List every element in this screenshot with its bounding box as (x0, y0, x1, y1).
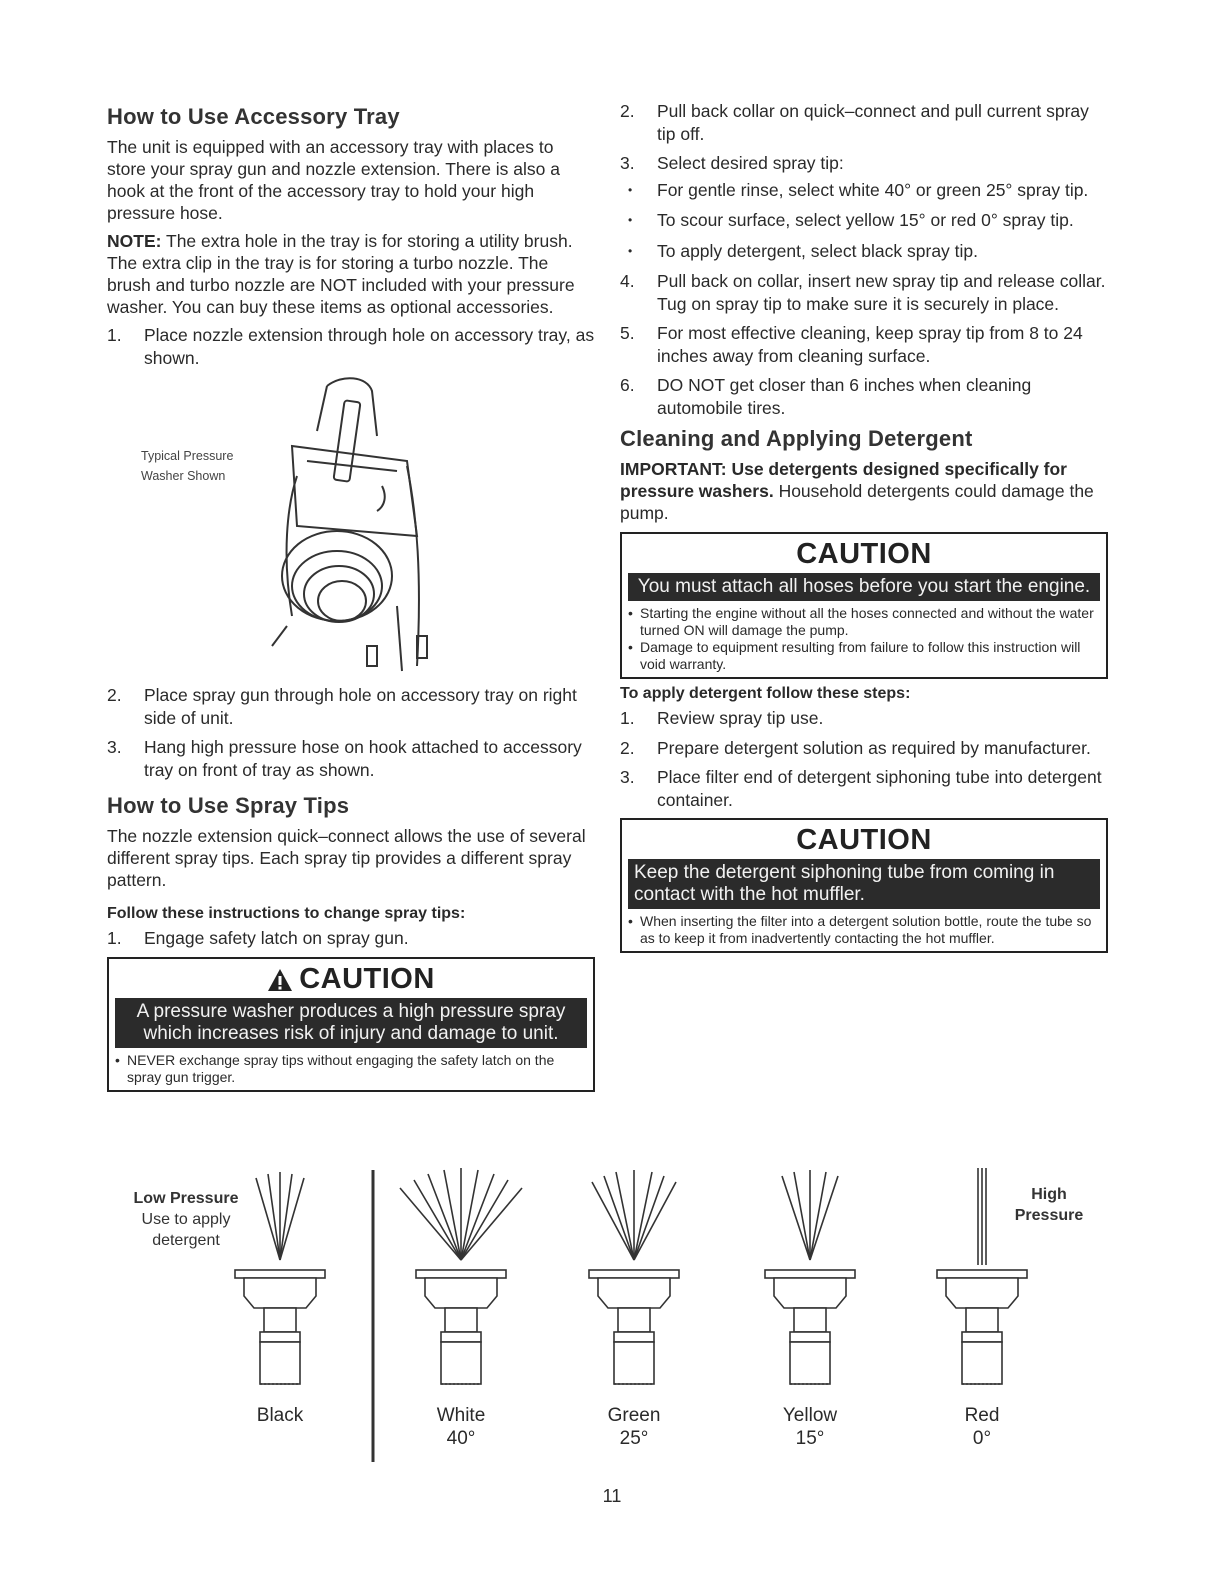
step-text: DO NOT get closer than 6 inches when cleaning automobile tires. (657, 375, 1032, 418)
accessory-tray-heading: How to Use Accessory Tray (107, 104, 400, 129)
caution-header: CAUTION (796, 824, 932, 856)
figure-caption (141, 446, 233, 486)
tip-option-rinse: • For gentle rinse, select white 40° or green 25° spray tip. (620, 179, 1108, 202)
spray-step-5 (620, 322, 1108, 367)
tray-step-2 (107, 684, 595, 729)
spray-step-4 (620, 270, 1108, 315)
apply-step-2 (620, 737, 1108, 760)
spray-tips-intro: The nozzle extension quick–connect allows the use of several different spray tips. Each spray tip provides a different spray pattern. (107, 826, 586, 890)
caution-bar: Keep the detergent siphoning tube from coming in contact with the hot muffler. (628, 859, 1100, 909)
caution-bar: A pressure washer produces a high pressure spray which increases risk of injury and damage to unit. (115, 998, 587, 1048)
page-number: 11 (602, 1486, 622, 1506)
apply-step-1 (620, 707, 1108, 730)
tip-label-yellow (750, 1404, 870, 1450)
caution-header: CAUTION (796, 538, 932, 570)
caution-header (109, 959, 593, 998)
right-column (620, 100, 1108, 963)
caution-bullets (109, 1052, 593, 1086)
note-paragraph (107, 230, 595, 318)
step-text: Place filter end of detergent siphoning tube into detergent container. (657, 767, 1102, 810)
step-number: 5. (620, 323, 635, 343)
caution-box-muffler (620, 818, 1108, 953)
green-tip-spray-pattern (592, 1170, 676, 1260)
caution-title: CAUTION (299, 962, 435, 995)
step-number: 1. (620, 708, 635, 728)
step-text: Place spray gun through hole on accessory tray on right side of unit. (144, 685, 577, 728)
red-tip-spray-pattern (978, 1168, 986, 1265)
apply-detergent-steps (620, 707, 1108, 811)
tip-option-scour: • To scour surface, select yellow 15° or red 0° spray tip. (620, 209, 1108, 232)
low-pressure-line-3: detergent (152, 1232, 220, 1249)
spray-step-6 (620, 374, 1108, 419)
low-pressure-title: Low Pressure (133, 1190, 239, 1207)
white-tip-spray-pattern (400, 1168, 522, 1260)
caution-box-hoses (620, 532, 1108, 679)
step-number: 3. (620, 153, 635, 173)
spray-step-2 (620, 100, 1108, 145)
step-text: Place nozzle extension through hole on accessory tray, as shown. (144, 325, 595, 368)
detergent-heading: Cleaning and Applying Detergent (620, 426, 973, 451)
step-text: Hang high pressure hose on hook attached to accessory tray on front of tray as shown. (144, 737, 582, 780)
pressure-washer-illustration (267, 376, 447, 684)
important-text: Household detergents could damage the pump. (620, 481, 1094, 523)
change-tip-steps (107, 927, 595, 950)
caution-bullet: • Starting the engine without all the hoses connected and without the water turned ON will damage the pump. (628, 605, 1100, 639)
high-pressure-title: High (1031, 1186, 1067, 1203)
apply-step-3 (620, 766, 1108, 811)
figure-caption-line-1: Typical Pressure (141, 449, 234, 463)
important-bold: IMPORTANT: Use detergents designed specifically for pressure washers. (620, 459, 1067, 501)
figure-caption-line-2: Washer Shown (141, 469, 226, 483)
step-number: 6. (620, 375, 635, 395)
caution-bar: You must attach all hoses before you start the engine. (628, 573, 1100, 601)
important-paragraph (620, 458, 1108, 524)
warning-triangle-icon (267, 968, 293, 992)
tip-angle: 25° (619, 1428, 649, 1449)
tip-color-name: Green (607, 1405, 661, 1426)
note-text: The extra hole in the tray is for storing a utility brush. The extra clip in the tray is for storing a turbo nozzle. The brush and turbo nozzle are NOT included with your pressure washer. You can buy these items as optional accessories. (107, 231, 575, 317)
step-number: 2. (620, 101, 635, 121)
left-column (107, 100, 595, 1102)
spray-tips-heading: How to Use Spray Tips (107, 793, 350, 818)
step-text: Pull back collar on quick–connect and pull current spray tip off. (657, 101, 1089, 144)
caution-bullet: • When inserting the filter into a detergent solution bottle, route the tube so as to keep it from inadvertently contacting the hot muffler. (628, 913, 1100, 947)
high-pressure-label (1004, 1184, 1094, 1226)
tip-label-red (922, 1404, 1042, 1450)
step-text: Review spray tip use. (657, 708, 824, 728)
pressure-washer-figure (107, 376, 595, 684)
spray-tip-steps-continued (620, 100, 1108, 419)
apply-detergent-subheading: To apply detergent follow these steps: (620, 685, 911, 702)
tip-angle: 15° (795, 1428, 825, 1449)
change-tip-step-1 (107, 927, 595, 950)
spray-step-3 (620, 152, 1108, 262)
high-pressure-line-2: Pressure (1014, 1207, 1084, 1224)
tray-step-3 (107, 736, 595, 781)
step-number: 2. (107, 685, 122, 705)
tip-label-white (401, 1404, 521, 1450)
caution-bullets (622, 605, 1106, 673)
tip-color-name: Yellow (782, 1405, 838, 1426)
step-number: 1. (107, 325, 122, 345)
tray-steps (107, 324, 595, 369)
step-number: 2. (620, 737, 635, 758)
accessory-tray-intro: The unit is equipped with an accessory tray with places to store your spray gun and nozzle extension. There is also a hook at the front of the accessory tray to hold your high pressure hose. (107, 137, 560, 223)
tip-label-black (220, 1404, 340, 1427)
tip-angle: 0° (972, 1428, 992, 1449)
caution-bullet: • Damage to equipment resulting from failure to follow this instruction will void warranty. (628, 639, 1100, 673)
step-number: 3. (620, 767, 635, 787)
yellow-tip-spray-pattern (782, 1170, 838, 1260)
low-pressure-label (116, 1188, 256, 1251)
change-tips-subheading: Follow these instructions to change spray tips: (107, 905, 466, 922)
step-text: For most effective cleaning, keep spray tip from 8 to 24 inches away from cleaning surface. (657, 323, 1083, 366)
step-text: Prepare detergent solution as required by manufacturer. (657, 737, 1091, 758)
tip-option-detergent: • To apply detergent, select black spray tip. (620, 240, 1108, 263)
note-label: NOTE: (107, 231, 162, 251)
tip-angle: 40° (446, 1428, 476, 1449)
tray-steps-continued (107, 684, 595, 781)
step-number: 4. (620, 271, 635, 291)
nozzle-bodies (235, 1270, 1027, 1384)
caution-box-safety-latch (107, 957, 595, 1092)
spray-tips-diagram (0, 1160, 1224, 1470)
step-text: Pull back on collar, insert new spray tip and release collar. Tug on spray tip to make sure it is securely in place. (657, 271, 1106, 314)
step-text: Engage safety latch on spray gun. (144, 928, 409, 948)
tray-step-1 (107, 324, 595, 369)
tip-color-name: Black (256, 1405, 304, 1426)
tip-label-green (574, 1404, 694, 1450)
step-number: 1. (107, 928, 122, 948)
low-pressure-line-2: Use to apply (141, 1211, 231, 1228)
tip-color-name: White (436, 1405, 486, 1426)
black-tip-spray-pattern (256, 1172, 304, 1260)
tip-selection-list (620, 179, 1108, 263)
caution-bullet: • NEVER exchange spray tips without engaging the safety latch on the spray gun trigger. (115, 1052, 587, 1086)
caution-bullets (622, 913, 1106, 947)
tip-color-name: Red (964, 1405, 1000, 1426)
step-text: Select desired spray tip: (657, 153, 844, 173)
step-number: 3. (107, 737, 122, 757)
